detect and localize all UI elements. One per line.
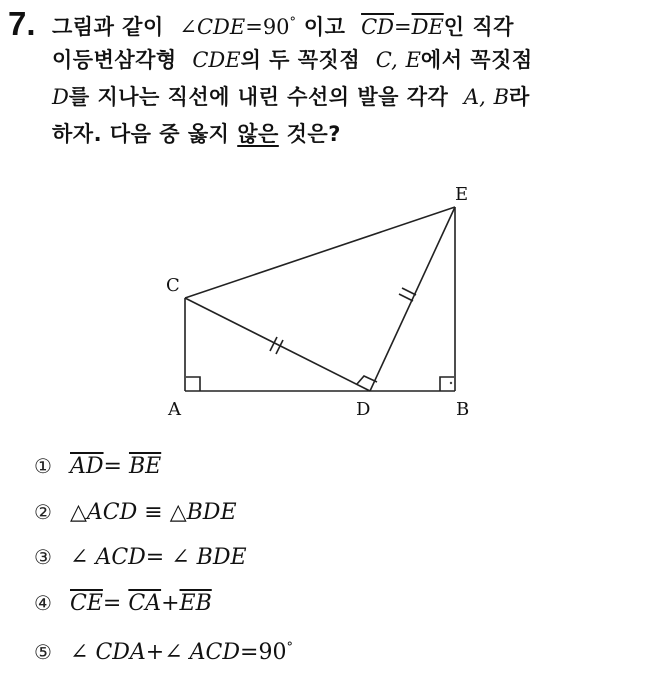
math-cde: CDE [196,15,246,39]
underlined-word: 않은 [237,122,279,146]
math-cde: CDE [192,48,241,72]
label-d: D [356,399,371,420]
math-e: E [405,48,421,72]
stem-text: 그림과 같이 [52,15,164,39]
math-eq90: =90 [245,15,290,39]
label-c: C [166,275,180,296]
stem-text: 이등변삼각형 [52,48,177,72]
choice-expression: $\overline{AD}= \overline{BE}$ [70,454,162,479]
choice-expression: ∠ ACD= ∠ BDE [70,545,247,570]
stem-text: 것은? [286,122,341,146]
segment-cd: $\overline{CD}$ [361,15,394,39]
choice-4[interactable] [34,583,212,623]
stem-text: 이고 [303,15,346,39]
tick-mark-de [399,294,413,301]
stem-text: 인 직각 [443,15,514,39]
math-b: B [493,85,510,109]
math-a: A, [463,85,486,109]
choice-number: ② [34,500,52,524]
label-a: A [168,399,181,420]
segment-de: $\overline{DE}$ [411,15,444,39]
label-b: B [456,399,470,420]
math-eq: = [393,15,412,39]
choice-expression: ∠ CDA+∠ ACD=90° [70,640,293,665]
choice-3[interactable] [34,537,247,577]
label-e: E [455,184,469,205]
choice-1[interactable] [34,446,161,486]
choice-expression: $\overline{CE}= \overline{CA}+\overline{EB}$ [70,591,212,616]
right-angle-mark-a [186,377,200,391]
choice-number: ⑤ [34,640,52,664]
choice-5[interactable] [34,628,293,668]
tick-mark-de [402,288,416,295]
choice-number: ① [34,454,52,478]
math-c: C, [375,48,398,72]
segment-cd [185,298,370,391]
stem-text: 를 지나는 직선에 내린 수선의 발을 각각 [68,85,449,109]
stem-text: 하자. 다음 중 옳지 [52,122,230,146]
degree-symbol: ° [289,15,297,30]
segment-de [370,207,455,391]
right-angle-mark-b [440,377,454,391]
stem-text: 의 두 꼭짓점 [240,48,361,72]
choice-expression: △ACD ≡ △BDE [70,500,237,525]
math-d: D [52,85,69,109]
angle-symbol: ∠ [179,15,197,39]
choice-number: ④ [34,591,52,615]
question-number: 7. [8,5,36,42]
stem-text: 에서 꼭짓점 [420,48,533,72]
stem-text: 라 [509,85,530,109]
mark-dot [450,382,452,384]
choice-2[interactable] [34,492,237,532]
choice-number: ③ [34,545,52,569]
segment-ce [185,207,455,298]
